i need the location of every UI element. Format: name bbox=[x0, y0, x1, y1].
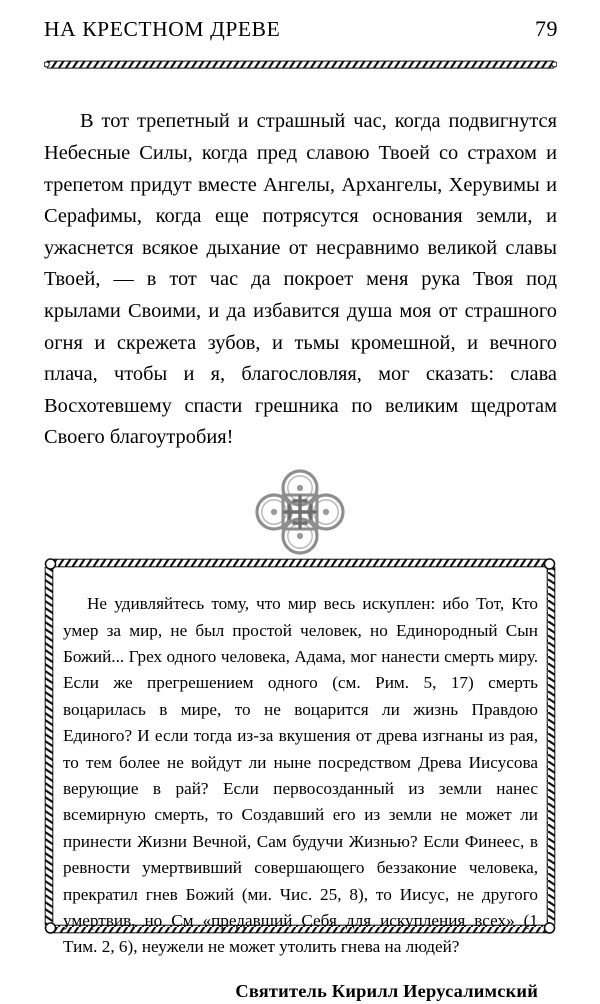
quotation-text: Не удивляйтесь тому, что мир весь искуплен: ибо Тот, Кто умер за мир, не был простой человек, но Единородный Сын Божий... Грех одного человека, Адама, мог нанести смерть миру. Если же прегрешением одного (см. Рим. 5, 17) смерть воцарилась в мире, то не воцарится ли жизнь Правдою Единого? И если тогда из-за вкушения от древа изгнаны из рая, то тем более не войдут ли ныне посредством Древа Иисусова верующие в рай? Если первосозданный из земли нанес всемирную смерть, то Создавший его из земли не может ли принести Жизни Вечной, Сам будучи Жизнью? Если Финеес, в ревности умертвивший совершающего беззаконие человека, прекратил гнев Божий (ми. Чис. 25, 8), то Иисус, не другого умертвив, но См «предавший Себя для искупления всех» (1 Тим. 2, 6), неужели не может утолить гнева на людей? bbox=[63, 594, 538, 957]
running-head-title: НА КРЕСТНОМ ДРЕВЕ bbox=[44, 17, 281, 41]
quatrefoil-jerusalem-cross-icon bbox=[252, 468, 348, 556]
quotation-box bbox=[44, 558, 556, 1002]
page-number: 79 bbox=[535, 16, 558, 41]
quotation-attribution: Святитель Кирилл Иерусалимский bbox=[235, 981, 538, 1002]
quatrefoil-cross-ornament bbox=[0, 468, 600, 556]
rope-divider-rule bbox=[44, 60, 557, 69]
body-paragraph: В тот трепетный и страшный час, когда подвигнутся Небесные Силы, когда пред славою Твоей со страхом и трепетом придут вместе Ангелы, Архангелы, Херувимы и Серафимы, когда еще потрясутся основания земли, и ужаснется всякое дыхание от несравнимо великой славы Твоей, — в тот час да покроет меня рука Твоя под крылами Своими, и да избавится душа моя от страшного огня и скрежета зубов, и тьмы кромешной, и вечного плача, чтобы и я, благословляя, мог сказать: слава Восхотевшему спасти грешника по великим щедротам Своего благоутробия! bbox=[44, 110, 557, 449]
running-head bbox=[44, 16, 558, 50]
quotation-content bbox=[63, 574, 538, 1002]
